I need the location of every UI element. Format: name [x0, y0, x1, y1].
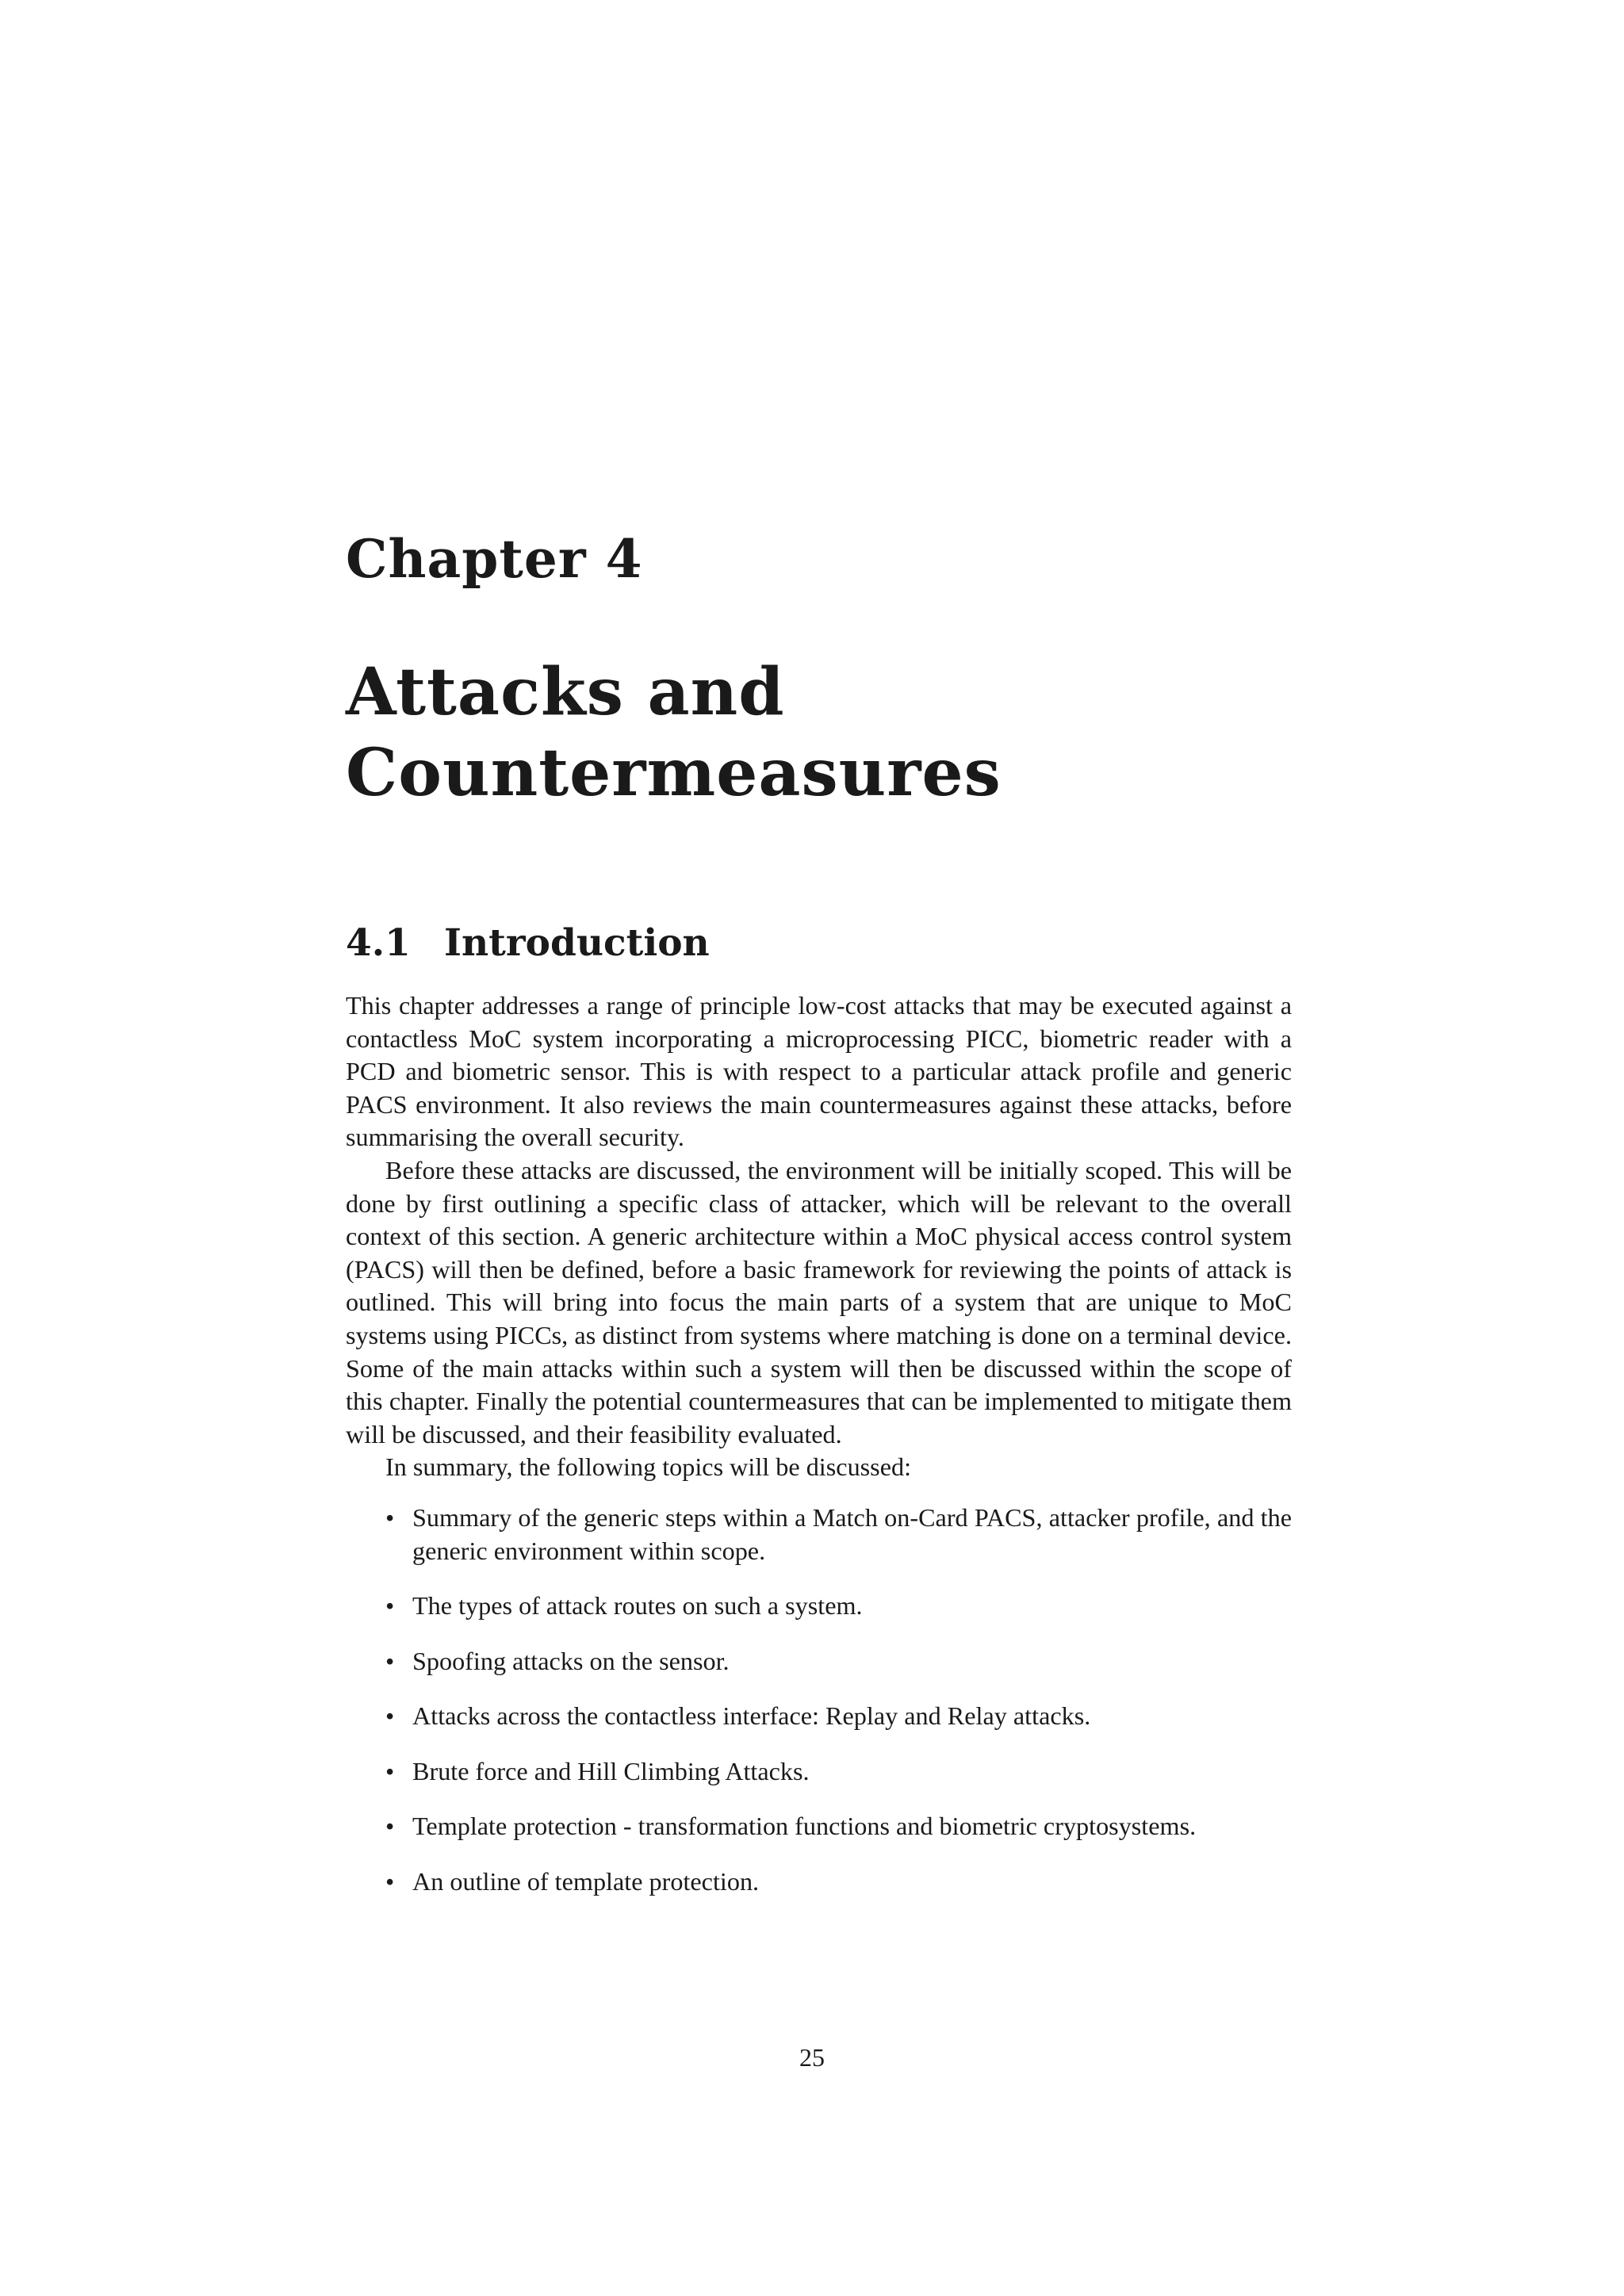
- list-item-text: Attacks across the contactless interface: Replay and Relay attacks.: [412, 1701, 1091, 1731]
- list-item: [346, 1590, 1292, 1623]
- bullet-icon: •: [385, 1867, 395, 1896]
- section-title: Introduction: [444, 921, 710, 965]
- list-item-text: Template protection - transformation functions and biometric cryptosystems.: [412, 1812, 1197, 1841]
- list-item: [346, 1502, 1292, 1567]
- topic-list: [346, 1502, 1292, 1899]
- list-item: [346, 1866, 1292, 1899]
- body-text: [346, 989, 1292, 1921]
- bullet-icon: •: [385, 1756, 395, 1785]
- chapter-label: Chapter 4: [346, 528, 643, 590]
- list-item-text: Brute force and Hill Climbing Attacks.: [412, 1756, 810, 1785]
- list-item: [346, 1645, 1292, 1678]
- section-number: 4.1: [346, 921, 411, 965]
- list-item: [346, 1755, 1292, 1789]
- list-item-text: Summary of the generic steps within a Match on-Card PACS, attacker profile, and the generic environment within scope.: [412, 1502, 1292, 1565]
- page-number: 25: [799, 2043, 825, 2072]
- list-item-text: The types of attack routes on such a system.: [412, 1591, 863, 1621]
- list-item-text: An outline of template protection.: [412, 1867, 760, 1896]
- bullet-icon: •: [385, 1646, 395, 1675]
- list-item: [346, 1810, 1292, 1843]
- bullet-icon: •: [385, 1812, 395, 1841]
- chapter-title: Attacks and Countermeasures: [346, 654, 1002, 811]
- section-heading: [346, 920, 710, 967]
- list-item: [346, 1700, 1292, 1733]
- bullet-icon: •: [385, 1591, 395, 1621]
- list-item-text: Spoofing attacks on the sensor.: [412, 1646, 730, 1675]
- bullet-icon: •: [385, 1502, 395, 1532]
- paragraph-scope: Before these attacks are discussed, the environment will be initially scoped. This will be done by first outlining a specific class of attacker, which will be relevant to the overall context of this section. A generic architecture within a MoC physical access control system (PACS) will then be defined, before a basic framework for reviewing the points of attack is outlined. This will bring into focus the main parts of a system that are unique to MoC systems using PICCs, as distinct from systems where matching is done on a terminal device. Some of the main attacks within such a system will then be discussed within the scope of this chapter. Finally the potential countermeasures that can be implemented to mitigate them will be discussed, and their feasibility evaluated.: [346, 1155, 1292, 1448]
- bullet-icon: •: [385, 1701, 395, 1731]
- paragraph-summary-lead: In summary, the following topics will be discussed:: [385, 1452, 912, 1482]
- paragraph-intro: This chapter addresses a range of principle low-cost attacks that may be executed against a contactless MoC system incorporating a microprocessing PICC, biometric reader with a PCD and biometric sensor. This is with respect to a particular attack profile and generic PACS environment. It also reviews the main countermeasures against these attacks, before summarising the overall security.: [346, 991, 1292, 1152]
